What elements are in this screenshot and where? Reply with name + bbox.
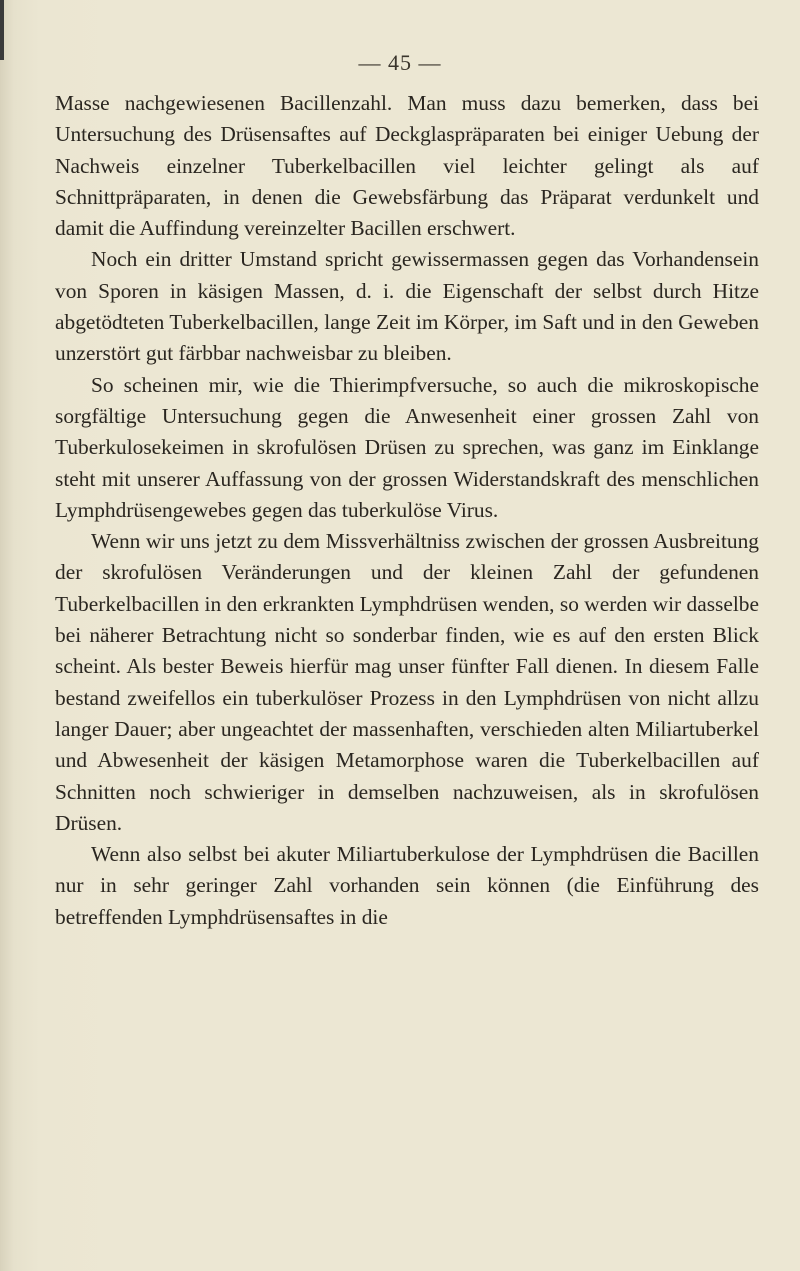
paragraph-1: Masse nachgewiesenen Bacillenzahl. Man muss dazu bemerken, dass bei Untersuchung des Drüsensaftes auf Deckglaspräparaten bei einiger Uebung der Nachweis einzelner Tuberkelbacillen viel leichter gelingt als auf Schnittpräparaten, in denen die Gewebsfärbung das Präparat verdunkelt und damit die Auffindung vereinzelter Bacillen erschwert. <box>55 91 759 241</box>
paragraph-2: Noch ein dritter Umstand spricht gewissermassen gegen das Vorhandensein von Sporen in käsigen Massen, d. i. die Eigenschaft der selbst durch Hitze abgetödteten Tuberkelbacillen, lange Zeit im Körper, im Saft und in den Geweben unzerstört gut färbbar nachweisbar zu bleiben. <box>55 247 759 366</box>
paragraph-4: Wenn wir uns jetzt zu dem Missverhältniss zwischen der grossen Ausbreitung der skrofulösen Veränderungen und der kleinen Zahl der gefundenen Tuberkelbacillen in den erkrankten Lymphdrüsen wenden, so werden wir dasselbe bei näherer Betrachtung nicht so sonderbar finden, wie es auf den ersten Blick scheint. Als bester Beweis hierfür mag unser fünfter Fall dienen. In diesem Falle bestand zweifellos ein tuberkulöser Prozess in den Lymphdrüsen von nicht allzu langer Dauer; aber ungeachtet der massenhaften, verschieden alten Miliartuberkel und Abwesenheit der käsigen Metamorphose waren die Tuberkelbacillen auf Schnitten noch schwieriger in demselben nachzuweisen, als in skrofulösen Drüsen. <box>55 529 759 835</box>
page-number-header: — 45 — <box>358 50 442 75</box>
paragraph-3: So scheinen mir, wie die Thierimpfversuche, so auch die mikroskopische sorgfältige Untersuchung gegen die Anwesenheit einer grossen Zahl von Tuberkulosekeimen in skrofulösen Drüsen zu sprechen, was ganz im Einklange steht mit unserer Auffassung von der grossen Widerstandskraft des menschlichen Lymphdrüsengewebes gegen das tuberkulöse Virus. <box>55 372 759 522</box>
body-text <box>55 88 759 933</box>
paragraph-5: Wenn also selbst bei akuter Miliartuberkulose der Lymphdrüsen die Bacillen nur in sehr geringer Zahl vorhanden sein können (die Einführung des betreffenden Lymphdrüsensaftes in die <box>55 842 759 929</box>
